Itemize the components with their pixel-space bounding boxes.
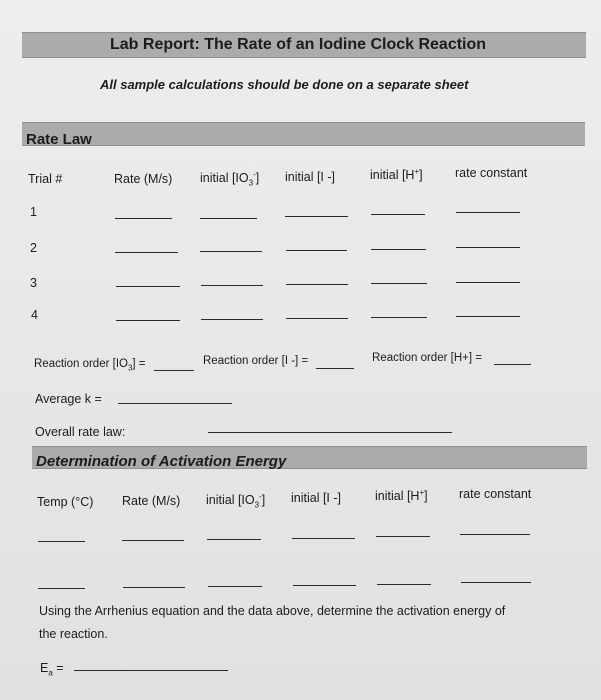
col-h: initial [H+] [375, 488, 428, 504]
blank-line[interactable] [38, 588, 85, 589]
blank-line[interactable] [200, 251, 262, 252]
col-rate: Rate (M/s) [122, 494, 181, 508]
col-rate: Rate (M/s) [114, 172, 173, 186]
blank-line[interactable] [201, 285, 263, 286]
blank-line[interactable] [377, 584, 431, 585]
blank-line[interactable] [461, 582, 531, 583]
blank-line[interactable] [115, 252, 178, 253]
reaction-order-io3-blank[interactable] [154, 370, 194, 371]
trial-number: 4 [31, 308, 38, 322]
col-trial: Trial # [28, 172, 63, 186]
reaction-order-iodide-label: Reaction order [I -] = [203, 355, 309, 367]
overall-rate-law-blank[interactable] [208, 432, 452, 433]
blank-line[interactable] [456, 282, 520, 283]
blank-line[interactable] [116, 320, 180, 321]
blank-line[interactable] [371, 214, 425, 215]
blank-line[interactable] [208, 586, 262, 587]
reaction-order-iodide-blank[interactable] [316, 368, 354, 369]
col-io3: initial $[IO_3^-]$ [206, 492, 266, 510]
blank-line[interactable] [123, 587, 185, 588]
average-k-label: Average k = [35, 392, 102, 406]
col-temp: Temp (°C) [37, 495, 94, 509]
trial-number: 1 [30, 205, 37, 219]
blank-line[interactable] [371, 249, 426, 250]
page-title: Lab Report: The Rate of an Iodine Clock Reaction [110, 36, 487, 53]
blank-line[interactable] [201, 319, 263, 320]
col-io3: initial $[IO_3^-]$ [200, 170, 260, 188]
col-h: initial [H+] [370, 167, 423, 183]
col-iodide: initial [I -] [285, 170, 336, 184]
activation-energy-label: $E_a$ = [40, 661, 64, 678]
arrhenius-instruction-line2: the reaction. [39, 627, 108, 641]
blank-line[interactable] [460, 534, 530, 535]
activation-energy-blank[interactable] [74, 670, 228, 671]
blank-line[interactable] [292, 538, 355, 539]
blank-line[interactable] [286, 318, 348, 319]
blank-line[interactable] [456, 316, 520, 317]
reaction-order-h-label: Reaction order [H+] = [372, 352, 482, 364]
trial-number: 2 [30, 241, 37, 255]
blank-line[interactable] [371, 317, 427, 318]
rate-law-title: Rate Law [26, 131, 92, 148]
blank-line[interactable] [38, 541, 85, 542]
col-iodide: initial [I -] [291, 491, 342, 505]
blank-line[interactable] [116, 286, 180, 287]
blank-line[interactable] [115, 218, 172, 219]
blank-line[interactable] [200, 218, 257, 219]
page-subtitle: All sample calculations should be done on a separate sheet [100, 77, 469, 92]
col-rate-constant: rate constant [459, 487, 532, 501]
rate-law-bar [22, 122, 585, 146]
blank-line[interactable] [122, 540, 184, 541]
reaction-order-io3-label: Reaction order $[IO_3]$ = [34, 358, 146, 373]
blank-line[interactable] [293, 585, 356, 586]
col-rate-constant: rate constant [455, 166, 528, 180]
blank-line[interactable] [286, 250, 347, 251]
reaction-order-h-blank[interactable] [494, 364, 531, 365]
arrhenius-instruction-line1: Using the Arrhenius equation and the data above, determine the activation energy of [39, 604, 506, 618]
blank-line[interactable] [376, 536, 430, 537]
average-k-blank[interactable] [118, 403, 232, 404]
blank-line[interactable] [456, 212, 520, 213]
blank-line[interactable] [456, 247, 520, 248]
trial-number: 3 [30, 276, 37, 290]
activation-energy-title: Determination of Activation Energy [36, 453, 287, 470]
overall-rate-law-label: Overall rate law: [35, 425, 126, 439]
blank-line[interactable] [286, 284, 348, 285]
blank-line[interactable] [207, 539, 261, 540]
blank-line[interactable] [285, 216, 348, 217]
blank-line[interactable] [371, 283, 427, 284]
